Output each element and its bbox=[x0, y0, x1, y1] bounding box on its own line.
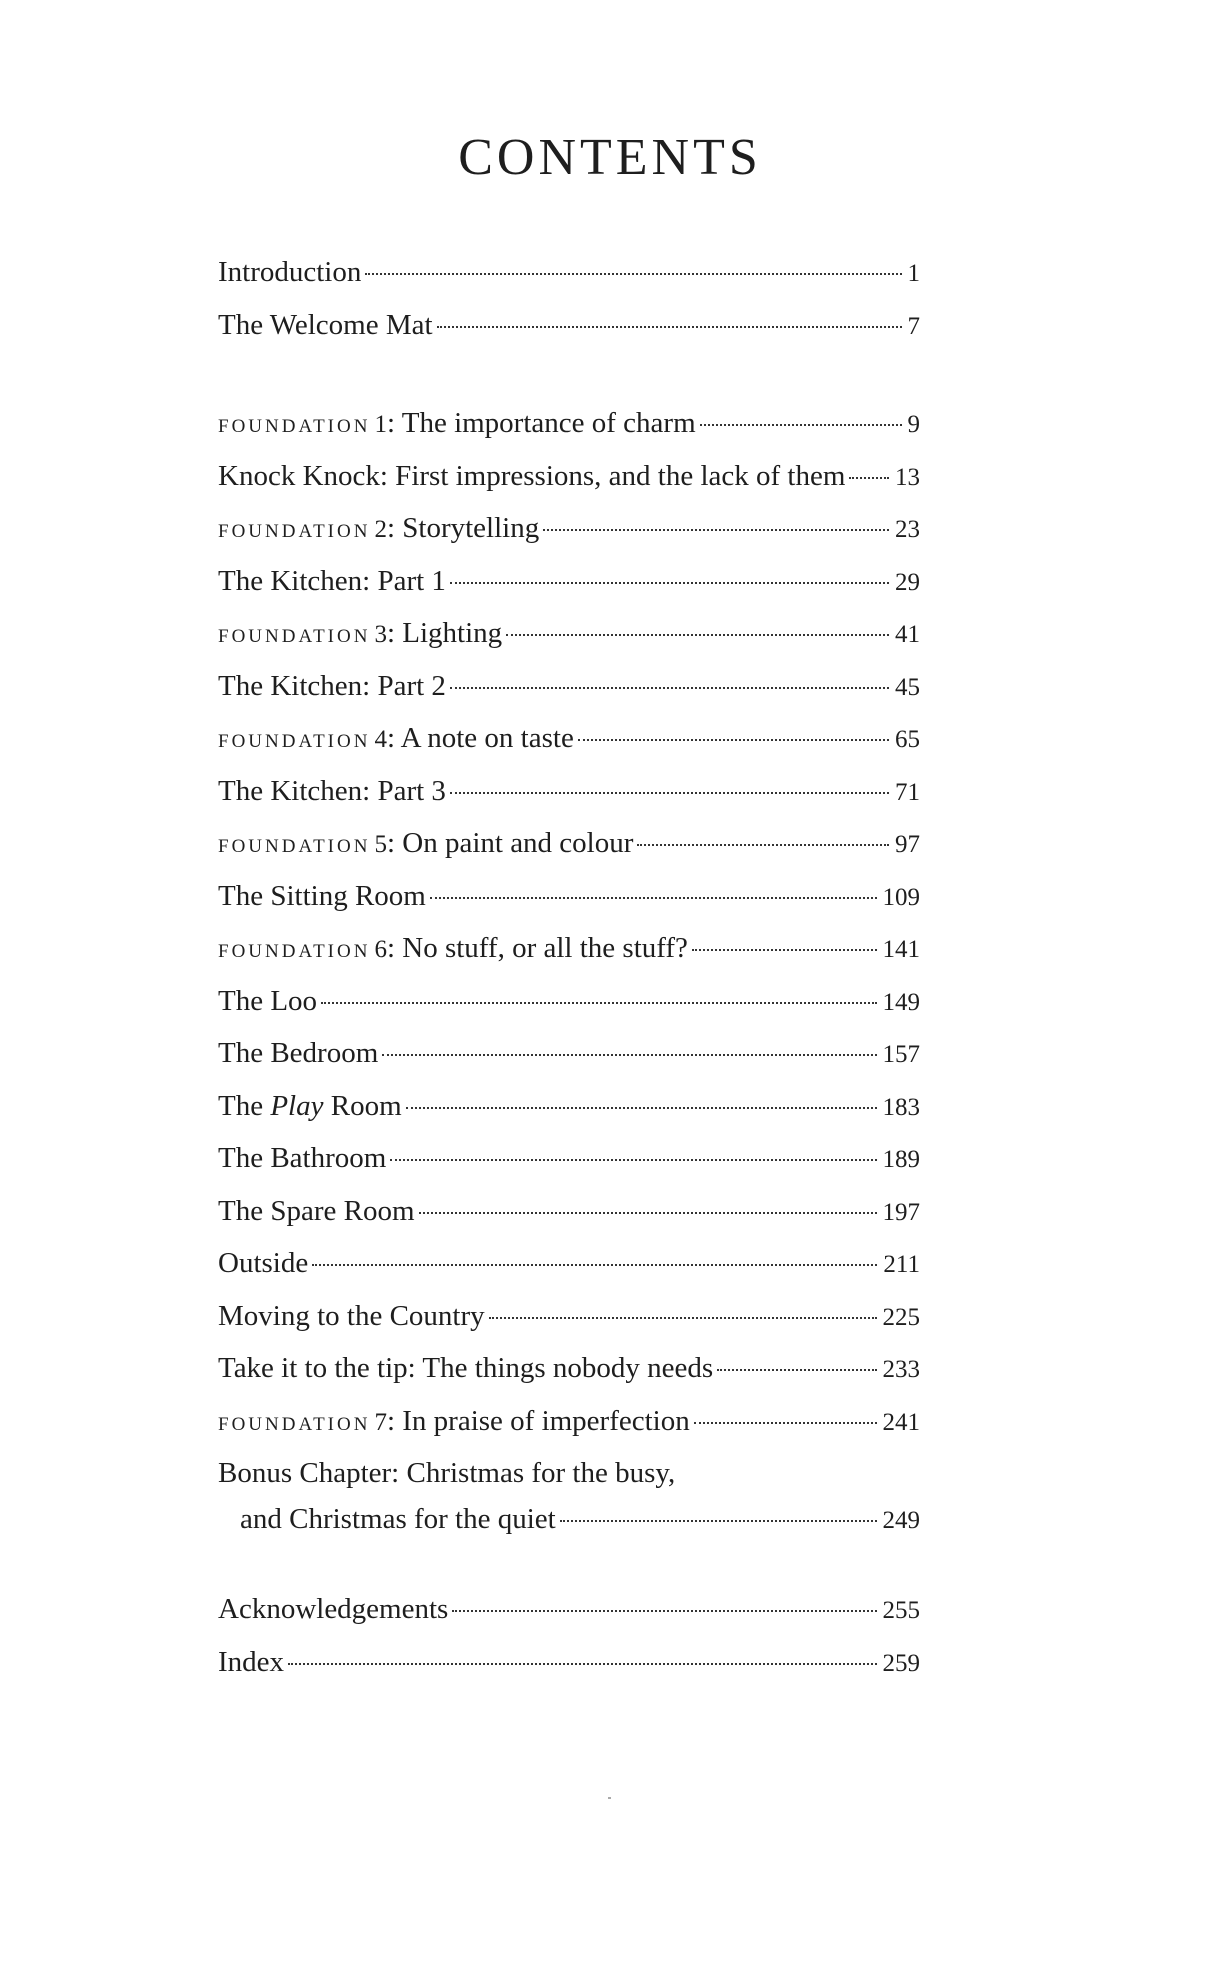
entry-page-number: 23 bbox=[895, 516, 920, 543]
entry-page-number: 157 bbox=[882, 1041, 920, 1068]
entry-title bbox=[218, 827, 633, 860]
leader-dots bbox=[717, 1369, 876, 1371]
foundation-label: FOUNDATION bbox=[218, 941, 371, 962]
toc-entry-foundation-7[interactable] bbox=[218, 1405, 920, 1458]
leader-dots bbox=[450, 792, 889, 794]
entry-title: The Kitchen: Part 3 bbox=[218, 774, 446, 807]
entry-title bbox=[218, 932, 688, 965]
entry-page-number: 65 bbox=[895, 726, 920, 753]
bonus-title-line-2-row bbox=[218, 1503, 920, 1536]
entry-text: : A note on taste bbox=[386, 722, 574, 754]
entry-text: : In praise of imperfection bbox=[386, 1404, 690, 1437]
entry-text-before: The bbox=[218, 1089, 271, 1122]
entry-title: Introduction bbox=[218, 256, 362, 288]
entry-title: Outside bbox=[218, 1247, 309, 1279]
leader-dots bbox=[637, 844, 889, 846]
foundation-number: 2 bbox=[374, 516, 387, 543]
leader-dots bbox=[430, 897, 877, 899]
toc-entry-kitchen-part-2[interactable] bbox=[218, 670, 920, 723]
bonus-title-line-2: and Christmas for the quiet bbox=[240, 1503, 556, 1535]
toc-entry-kitchen-part-1[interactable] bbox=[218, 565, 920, 618]
leader-dots bbox=[419, 1212, 877, 1214]
entry-title bbox=[218, 1405, 690, 1438]
toc-entry-foundation-3[interactable] bbox=[218, 617, 920, 670]
toc-entry-welcome-mat[interactable] bbox=[218, 309, 920, 362]
entry-title: The Welcome Mat bbox=[218, 308, 433, 341]
toc-entry-bedroom[interactable] bbox=[218, 1037, 920, 1090]
print-speck bbox=[608, 1797, 611, 1799]
entry-page-number: 197 bbox=[882, 1198, 920, 1226]
toc-entry-knock-knock[interactable] bbox=[218, 460, 920, 513]
entry-text: : No stuff, or all the stuff? bbox=[386, 932, 688, 964]
entry-title: The Kitchen: Part 2 bbox=[218, 669, 446, 702]
toc-entry-index[interactable] bbox=[218, 1646, 920, 1699]
bonus-title-line-1: Bonus Chapter: Christmas for the busy, bbox=[218, 1457, 676, 1489]
leader-dots bbox=[365, 273, 901, 275]
leader-dots bbox=[578, 739, 889, 741]
leader-dots bbox=[489, 1317, 877, 1319]
entry-title: The Sitting Room bbox=[218, 879, 426, 912]
entry-title: Moving to the Country bbox=[218, 1299, 485, 1332]
entry-page-number: 45 bbox=[895, 673, 920, 701]
entry-page-number: 13 bbox=[895, 463, 920, 491]
foundation-number: 3 bbox=[374, 621, 387, 648]
section-spacer bbox=[218, 361, 920, 407]
leader-dots bbox=[437, 326, 902, 328]
entry-page-number: 7 bbox=[907, 312, 920, 340]
toc-entry-sitting-room[interactable] bbox=[218, 880, 920, 933]
leader-dots bbox=[849, 477, 889, 479]
foundation-number: 6 bbox=[374, 936, 387, 963]
leader-dots bbox=[543, 529, 889, 531]
leader-dots bbox=[506, 634, 889, 636]
toc-entry-bonus-chapter[interactable] bbox=[218, 1457, 920, 1549]
foundation-label: FOUNDATION bbox=[218, 731, 371, 752]
toc-entry-foundation-6[interactable] bbox=[218, 932, 920, 985]
toc-entry-introduction[interactable] bbox=[218, 256, 920, 309]
entry-text-italic: Play bbox=[270, 1089, 324, 1122]
foundation-number: 5 bbox=[374, 831, 387, 858]
entry-page-number: 225 bbox=[882, 1303, 920, 1331]
contents-heading: CONTENTS bbox=[458, 129, 762, 186]
leader-dots bbox=[321, 1002, 876, 1004]
leader-dots bbox=[450, 687, 889, 689]
entry-title bbox=[218, 617, 502, 650]
leader-dots bbox=[450, 582, 889, 584]
entry-page-number: 249 bbox=[882, 1507, 920, 1534]
foundation-number: 1 bbox=[374, 411, 387, 438]
leader-dots bbox=[692, 949, 877, 951]
entry-page-number: 259 bbox=[882, 1649, 920, 1677]
entry-page-number: 109 bbox=[882, 883, 920, 911]
leader-dots bbox=[694, 1422, 877, 1424]
leader-dots bbox=[312, 1264, 877, 1266]
entry-page-number: 189 bbox=[882, 1146, 920, 1173]
toc-entry-foundation-4[interactable] bbox=[218, 722, 920, 775]
foundation-label: FOUNDATION bbox=[218, 626, 371, 647]
entry-page-number: 29 bbox=[895, 568, 920, 596]
toc-entry-kitchen-part-3[interactable] bbox=[218, 775, 920, 828]
leader-dots bbox=[560, 1520, 877, 1522]
entry-text: : On paint and colour bbox=[386, 827, 634, 859]
foundation-number: 7 bbox=[374, 1408, 387, 1436]
entry-title: The Bedroom bbox=[218, 1037, 379, 1069]
leader-dots bbox=[452, 1610, 876, 1612]
entry-title: Acknowledgements bbox=[218, 1593, 449, 1625]
foundation-number: 4 bbox=[374, 726, 387, 753]
foundation-label: FOUNDATION bbox=[218, 521, 371, 542]
entry-page-number: 71 bbox=[895, 778, 920, 806]
toc-entry-moving-country[interactable] bbox=[218, 1300, 920, 1353]
leader-dots bbox=[700, 424, 902, 426]
entry-page-number: 241 bbox=[882, 1408, 920, 1436]
entry-title bbox=[218, 1090, 402, 1123]
entry-page-number: 41 bbox=[895, 621, 920, 648]
entry-title: Index bbox=[218, 1645, 285, 1678]
entry-title: Knock Knock: First impressions, and the lack of them bbox=[218, 459, 846, 492]
entry-page-number: 1 bbox=[907, 260, 920, 287]
entry-page-number: 211 bbox=[883, 1251, 920, 1278]
toc-entry-foundation-5[interactable] bbox=[218, 827, 920, 880]
entry-title bbox=[218, 407, 696, 440]
entry-title: The Spare Room bbox=[218, 1194, 415, 1227]
entry-text: : Lighting bbox=[386, 617, 503, 649]
entry-page-number: 183 bbox=[882, 1093, 920, 1121]
leader-dots bbox=[390, 1159, 876, 1161]
entry-title bbox=[218, 512, 539, 545]
entry-title bbox=[218, 722, 574, 755]
foundation-label: FOUNDATION bbox=[218, 1413, 371, 1435]
entry-text: : The importance of charm bbox=[386, 407, 696, 439]
foundation-label: FOUNDATION bbox=[218, 416, 371, 437]
entry-page-number: 9 bbox=[907, 411, 920, 438]
entry-page-number: 255 bbox=[882, 1597, 920, 1624]
toc-entry-foundation-1[interactable] bbox=[218, 407, 920, 460]
entry-page-number: 233 bbox=[882, 1356, 920, 1383]
leader-dots bbox=[382, 1054, 876, 1056]
entry-text: : Storytelling bbox=[386, 512, 540, 544]
toc-entry-foundation-2[interactable] bbox=[218, 512, 920, 565]
toc-entry-take-it-to-tip[interactable] bbox=[218, 1352, 920, 1405]
entry-page-number: 141 bbox=[882, 936, 920, 963]
foundation-label: FOUNDATION bbox=[218, 836, 371, 857]
table-of-contents bbox=[218, 256, 920, 1698]
entry-title: The Bathroom bbox=[218, 1142, 387, 1174]
entry-text-after: Room bbox=[323, 1089, 402, 1122]
toc-entry-spare-room[interactable] bbox=[218, 1195, 920, 1248]
entry-title: The Kitchen: Part 1 bbox=[218, 564, 446, 597]
entry-page-number: 97 bbox=[895, 831, 920, 858]
toc-entry-loo[interactable] bbox=[218, 985, 920, 1038]
entry-title: The Loo bbox=[218, 984, 318, 1017]
leader-dots bbox=[406, 1107, 877, 1109]
section-spacer bbox=[218, 1549, 920, 1593]
toc-entry-play-room[interactable] bbox=[218, 1090, 920, 1143]
toc-entry-bathroom[interactable] bbox=[218, 1142, 920, 1195]
entry-page-number: 149 bbox=[882, 988, 920, 1016]
leader-dots bbox=[288, 1663, 876, 1665]
toc-entry-acknowledgements[interactable] bbox=[218, 1593, 920, 1646]
entry-title: Take it to the tip: The things nobody needs bbox=[218, 1352, 714, 1384]
toc-entry-outside[interactable] bbox=[218, 1247, 920, 1300]
